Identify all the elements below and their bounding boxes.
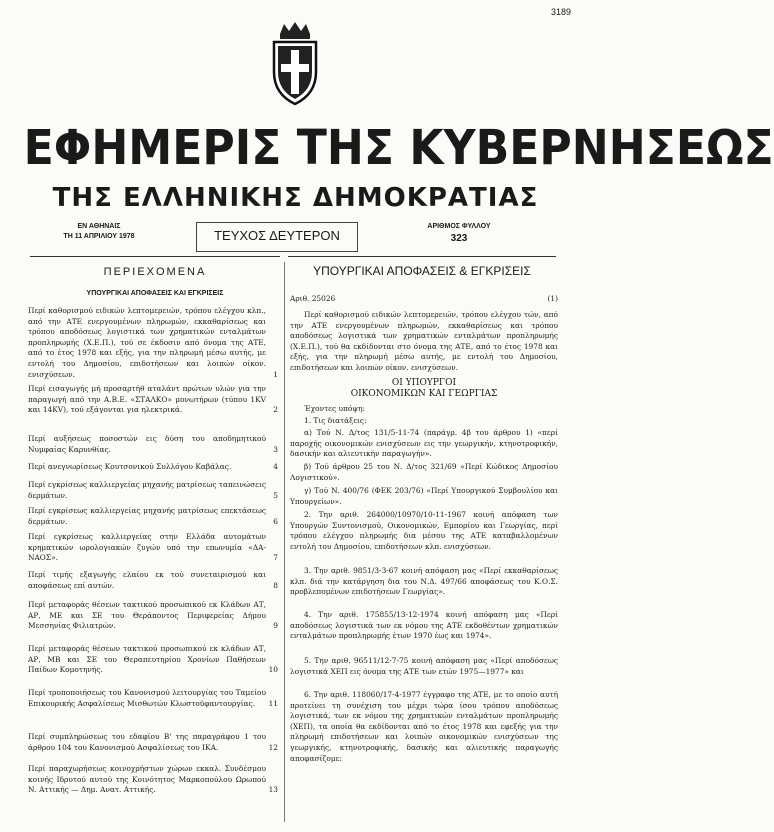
paragraph: 6. Την αριθ. 118060/17-4-1977 έγγραφο της ΑΤΕ, με το οποίο αυτή προτείνει τη συνέχιση του μέχρι τώρα ίσου τρόπου αποδόσεως λογιστικά, των εκ νόμου της χρηματικών ενταλμάτων προπληρωμής (ΧΕΠ), τα οποία θα εκδίδονται από το έτος 1978 και εφεξής για την πληρωμή επιδοτήσεων και λοιπών οικονομικών ενισχύσεων της γεωργικής, κτηνοτροφικής, δασικής και αλιευτικής παραγωγής αποφασίζομε: bbox=[290, 690, 558, 763]
list-item-text: Περί εγκρίσεως καλλιεργείας μηχανής ματρίσεως επεκτάσεως δερμάτων. bbox=[28, 506, 266, 526]
column-divider bbox=[284, 262, 285, 822]
list-item bbox=[28, 600, 278, 632]
list-item bbox=[28, 384, 278, 416]
gazette-title: ΕΦΗΜΕΡΙΣ ΤΗΣ ΚΥΒΕΡΝΗΣΕΩΣ bbox=[23, 120, 774, 176]
list-item-text: Περί εγκρίσεως καλλιεργείας στην Ελλάδα αυτομάτων κρηματικών ωρολογιακών ζυγών υπό την επωνυμία «ΔΑ-ΝΑΟΣ». bbox=[28, 532, 266, 563]
paragraph: 2. Την αριθ. 264000/10970/10-11-1967 κοινή απόφαση των Υπουργών Συντονισμού, Οικονομικών, Εμπορίου και Γεωργίας, περί τρόπου ελέγχου πληρωμής δια μέσου της ΑΤΕ καταβαλλομένων εντολή του Δημοσίου, επιδοτήσεων κλπ. ενισχύσεων. bbox=[290, 510, 558, 551]
list-item bbox=[28, 506, 278, 527]
list-item-page: 7 bbox=[273, 553, 278, 563]
decision-reference-row bbox=[290, 294, 558, 305]
paragraph: 5. Την αριθ. 96511/12-7-75 κοινή απόφαση μας «Περί αποδόσεως λογιστικά ΧΕΠ εις όνομα της ΑΤΕ των ετών 1975—1977» και bbox=[290, 656, 558, 676]
list-item bbox=[28, 480, 278, 501]
list-item-page: 9 bbox=[273, 621, 278, 631]
divider bbox=[288, 256, 556, 257]
list-item-page: 12 bbox=[268, 742, 278, 752]
paragraph: α) Τού Ν. Δ/τος 131/5-11-74 (παράγρ. 4β του άρθρου 1) «περί παροχής οικονομικών ενισχύσεων εις την γεωργικήν, κτηνοτροφικήν, δασικήν και αλιευτικήν παραγωγήν». bbox=[290, 428, 558, 459]
coat-of-arms-emblem bbox=[268, 20, 322, 110]
list-item-text: Περί τροποποιήσεως του Κανονισμού λειτουργίας του Ταμείου Επικουρικής Ασφαλίσεως Μισθωτών Κλωστοϋφαντουργίας. bbox=[28, 688, 266, 708]
list-item-page: 5 bbox=[273, 490, 278, 500]
paragraph: 4. Την αριθ. 175855/13-12-1974 κοινή απόφαση μας «Περί αποδόσεως λογιστικά των εκ νόμου της ΑΤΕ εκδοθέντων χρηματικών ενταλμάτων προπληρωμής έτων 1970 έως και 1974». bbox=[290, 610, 558, 641]
list-item-text: Περί εγκρίσεως καλλιεργείας μηχανής ματρίσεως ταπεινώσεις δερμάτων. bbox=[28, 480, 266, 500]
ministers-heading: ΟΙ ΥΠΟΥΡΓΟΙ bbox=[391, 378, 457, 388]
list-item bbox=[28, 688, 278, 709]
sheet-number-label: ΑΡΙΘΜΟΣ ΦΥΛΛΟΥ bbox=[427, 223, 491, 230]
provisions-line: 1. Τις διατάξεις: bbox=[304, 416, 367, 425]
gazette-subtitle: ΤΗΣ ΕΛΛΗΝΙΚΗΣ ΔΗΜΟΚΡΑΤΙΑΣ bbox=[52, 183, 539, 213]
issue-place: ΕΝ ΑΘΗΝΑΙΣ bbox=[77, 223, 121, 230]
list-item-page: 1 bbox=[273, 369, 278, 379]
list-item-text: Περί παραχωρήσεως κοινοχρήστων χώρων εκκαλ. Συνδέσμου κοινής Ιδρυτού αυτού της Κοινότητος Μαρκοπούλου Ωρωπού Ν. Αττικής — Δημ. Ανατ. Αττικής. bbox=[28, 764, 266, 795]
sheet-number: 323 bbox=[450, 233, 468, 244]
list-item-page: 8 bbox=[273, 580, 278, 590]
list-item-page: 2 bbox=[273, 405, 278, 415]
list-item-text: Περί συμπληρώσεως του εδαφίου Β' της παραγράφου 1 του άρθρου 104 του Κανονισμού Ασφαλίσεως του ΙΚΑ. bbox=[28, 732, 266, 752]
list-item-page: 4 bbox=[273, 462, 278, 471]
page-number: 3189 bbox=[550, 7, 571, 17]
decision-number: (1) bbox=[547, 294, 558, 303]
paragraph: β) Τού άρθρου 25 του Ν. Δ/τος 321/69 «Περί Κώδικος Δημοσίου Λογιστικού». bbox=[290, 462, 558, 482]
list-item-page: 10 bbox=[268, 665, 278, 675]
list-item-page: 6 bbox=[273, 516, 278, 526]
decision-reference: Αριθ. 25026 bbox=[290, 294, 336, 303]
paragraph: 3. Την αριθ. 9851/3-3-67 κοινή απόφαση μας «Περί εκκαθαρίσεως κλπ. διά την κατάργηση δια του Ν.Δ. 497/66 αποφάσεως του Κ.Ο.Σ. προβλεπομένων επιδοτήσεων Γεωργίας». bbox=[290, 566, 558, 597]
issue-volume: ΤΕΥΧΟΣ ΔΕΥΤΕΡΟΝ bbox=[196, 222, 358, 252]
issue-date: ΤΗ 11 ΑΠΡΙΛΙΟΥ 1978 bbox=[63, 233, 135, 240]
considering-line: Έχοντες υπόψη: bbox=[304, 404, 365, 413]
list-item-text: Περί μεταφοράς θέσεων τακτικού προσωπικού εκ Κλάδων ΑΤ, ΑΡ, ΜΕ και ΣΕ του Θεράποντος Περιφερείας Δήμου Μεσσηνίας Φιλιατρών. bbox=[28, 600, 266, 631]
divider bbox=[30, 256, 280, 257]
list-item bbox=[28, 532, 278, 564]
list-item bbox=[28, 434, 278, 455]
list-item bbox=[28, 570, 278, 591]
list-item-page: 13 bbox=[268, 785, 278, 795]
list-item bbox=[28, 462, 278, 473]
list-item bbox=[28, 644, 278, 676]
issue-place-date bbox=[44, 222, 154, 242]
list-item bbox=[28, 732, 278, 753]
paragraph: γ) Τού Ν. 400/76 (ΦΕΚ 203/76) «Περί Υπουργικού Συμβουλίου και Υπουργείων». bbox=[290, 486, 558, 506]
ministries-heading: ΟΙΚΟΝΟΜΙΚΩΝ ΚΑΙ ΓΕΩΡΓΙΑΣ bbox=[350, 389, 498, 399]
list-item bbox=[28, 764, 278, 796]
decisions-heading: ΥΠΟΥΡΓΙΚΑΙ ΑΠΟΦΑΣΕΙΣ & ΕΓΚΡΙΣΕΙΣ bbox=[313, 264, 531, 278]
list-item-text: Περί αυξήσεως ποσοστών εις δύση του αποδημητικού Νυμφαίας Καρυνθίας. bbox=[28, 434, 266, 454]
decision-intro: Περί καθορισμού ειδικών λεπτομερειών, τρόπου ελέγχου τών, από την ΑΤΕ ενεργουμένων πληρωμών, εκκαθαρίσεως και τρόπου αποδόσεως λογιστικά των χρηματικών ενταλμάτων προπληρωμής (Χ.Ε.Π.), τού θα εκδίδονται στο όνομα της ΑΤΕ, από το έτος 1978 και εξής, για την πληρωμή μέσω αυτής, με εντολή του Δημοσίου, επιδοτήσεων και λοιπών οίκον. ενισχύσεων. bbox=[290, 310, 558, 372]
contents-subheading: ΥΠΟΥΡΓΙΚΑΙ ΑΠΟΦΑΣΕΙΣ ΚΑΙ ΕΓΚΡΙΣΕΙΣ bbox=[86, 290, 224, 297]
list-item-page: 3 bbox=[273, 444, 278, 454]
list-item-text: Περί τιμής εξαγωγής ελαίου εκ τού συνεταιρισμού και αποφάσεως επί αυτών. bbox=[28, 570, 266, 590]
list-item bbox=[28, 306, 278, 380]
contents-heading: ΠΕΡΙΕΧΟΜΕΝΑ bbox=[103, 266, 207, 278]
list-item-page: 11 bbox=[268, 698, 278, 708]
list-item-text: Περί ανεγνωρίσεως Κουτσονικού Συλλόγου Καβάλας. bbox=[28, 462, 232, 471]
sheet-number-block bbox=[414, 222, 504, 244]
list-item-text: Περί καθορισμού ειδικών λεπτομερειών, τρόπου ελέγχου κλπ., από την ΑΤΕ ενεργουμένων πληρωμών, εκκαθαρίσεως και τρόπου αποδόσεως λογιστικά των χρηματικών ενταλμάτων προπληρωμής (Χ.Ε.Π.), τού σε έκδοσιν από όνομα της ΑΤΕ, από το έτος 1978 και εξής, για την πληρωμή μέσω αυτής, με εντολή του Δημοσίου, επιδοτήσεων και λοιπών οίκον. ενισχύσεων. bbox=[28, 306, 266, 379]
list-item-text: Περί μεταφοράς θέσεων τακτικού προσωπικού εκ κλάδων ΑΤ, ΑΡ, ΜΒ και ΣΕ του Θεραπευτηρίου Χρονίων Παθήσεων Παίδων Κομοτηνής. bbox=[28, 644, 266, 675]
list-item-text: Περί εισαγωγής μή προσαρτήθ αταλάντ πρώτων υλών για την παραγωγή από την Α.Β.Ε. «ΣΤΑΛΚΟ» μονωτήρων (τύπου 1ΚV και 14ΚV), τού εξάγονται για ηλεκτρικά. bbox=[28, 384, 266, 415]
